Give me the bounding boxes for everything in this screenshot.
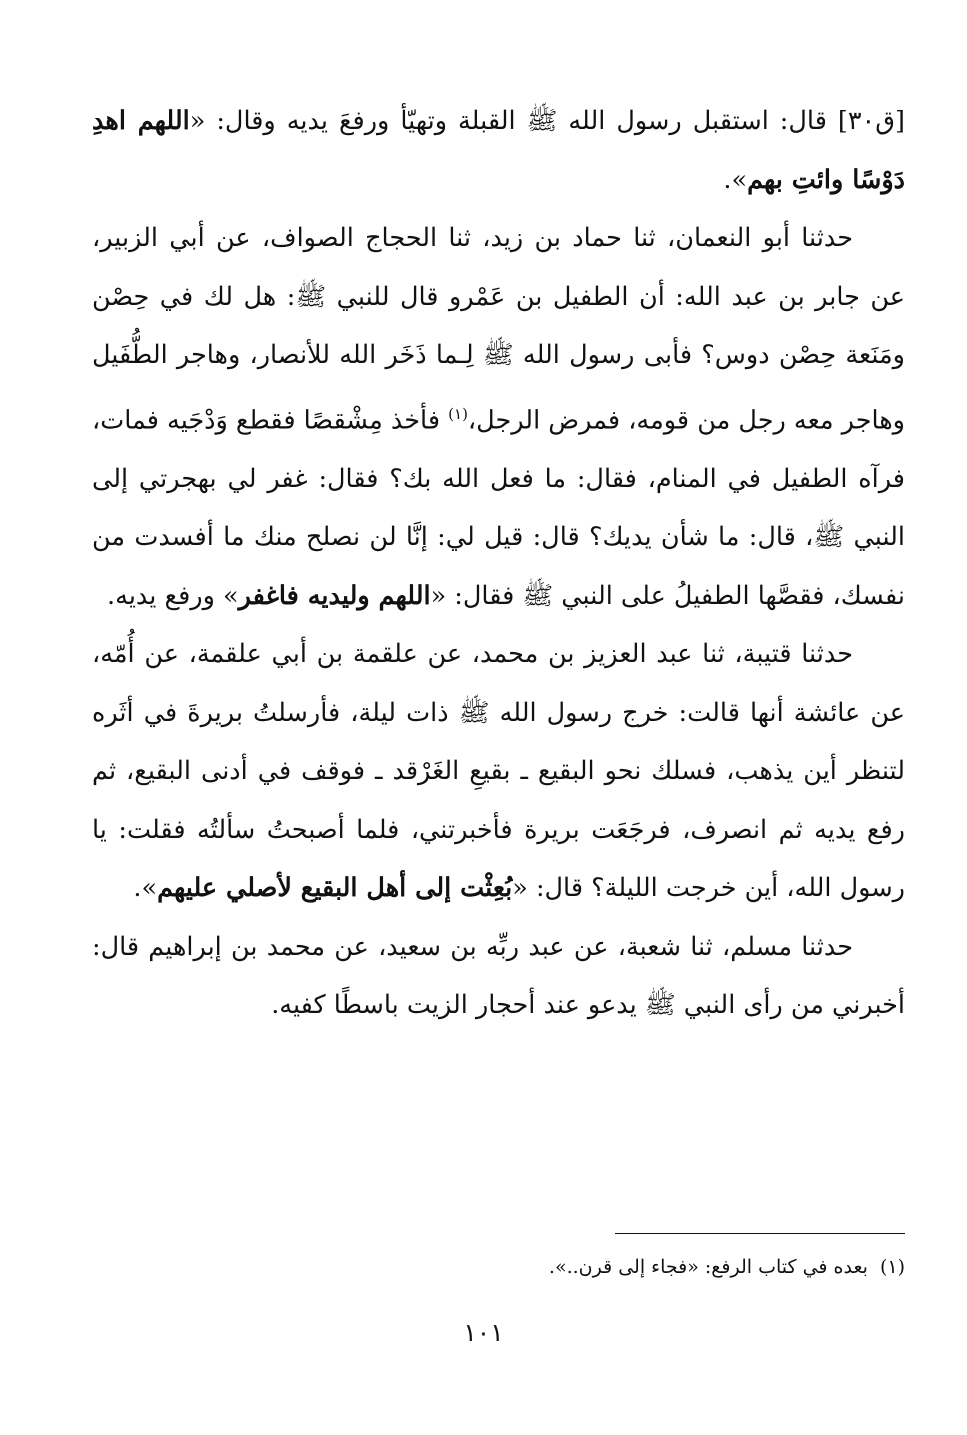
paragraph-3-tail: ». xyxy=(133,873,158,903)
paragraph-1-text: [ق٣٠] قال: استقبل رسول الله ﷺ القبلة وتهيّأ ورفعَ يديه وقال: « xyxy=(189,106,905,136)
paragraph-2-text2: فأخذ مِشْقصًا فقطع وَدْجَيه فمات، فرآه الطفيل في المنام، فقال: ما فعل الله بك؟ فقال: غفر لي بهجرتي إلى النبي ﷺ، قال: ما شأن يديك؟ قال: قيل لي: إنَّا لن نصلح منك ما أفسدت من نفسك، فقصَّها الطفيلُ على النبي ﷺ فقال: « xyxy=(91,405,905,611)
footnote-text: بعده في كتاب الرفع: «فجاء إلى قرن..». xyxy=(548,1256,868,1278)
paragraph-2-text: حدثنا أبو النعمان، ثنا حماد بن زيد، ثنا الحجاج الصواف، عن أبي الزبير، عن جابر بن عبد الله: أن الطفيل بن عَمْرو قال للنبي ﷺ: هل لك في حِصْن ومَنَعة حِصْن دوس؟ فأبى رسول الله ﷺ لِـما ذَخَر الله للأنصار، وهاجر الطُّفَيل وهاجر معه رجل من قومه، فمرض الرجل، xyxy=(92,223,905,435)
paragraph-1-tail: ». xyxy=(723,164,748,195)
paragraph-2-bold: اللهم وليديه فاغفر xyxy=(238,580,431,611)
paragraph-2-tail: » ورفع يديه. xyxy=(107,580,239,611)
paragraph-1-bold: اللهم اهدِ دَوْسًا وائتِ بهم xyxy=(92,106,905,195)
page-number: ١٠١ xyxy=(463,1318,504,1347)
paragraph-4 xyxy=(92,918,905,1035)
footnote-marker: (١) xyxy=(879,1256,905,1278)
footnote xyxy=(405,1252,905,1282)
paragraph-2 xyxy=(92,209,905,625)
paragraph-3-text: حدثنا قتيبة، ثنا عبد العزيز بن محمد، عن علقمة بن أبي علقمة، عن أُمّه، عن عائشة أنها قالت: خرج رسول الله ﷺ ذات ليلة، فأرسلتُ بريرةَ في أثَره لتنظر أين يذهب، فسلك نحو البقيع ـ بقيعِ الغَرْقد ـ فوقف في أدنى البقيع، ثم رفع يديه ثم انصرف، فرجَعَت بريرة فأخبرتني، فلما أصبحتُ سألتُه فقلت: يا رسول الله، أين خرجت الليلة؟ قال: « xyxy=(92,639,905,903)
paragraph-1 xyxy=(92,92,905,209)
footnote-reference: (١) xyxy=(448,404,468,423)
paragraph-3-bold: بُعِثْت إلى أهل البقيع لأصلي عليهم xyxy=(157,873,513,903)
paragraph-4-text: حدثنا مسلم، ثنا شعبة، عن عبد ربِّه بن سعيد، عن محمد بن إبراهيم قال: أخبرني من رأى النبي ﷺ يدعو عند أحجار الزيت باسطًا كفيه. xyxy=(92,931,905,1020)
paragraph-3 xyxy=(92,625,905,918)
main-text xyxy=(92,92,905,1035)
footnote-divider xyxy=(615,1233,905,1234)
